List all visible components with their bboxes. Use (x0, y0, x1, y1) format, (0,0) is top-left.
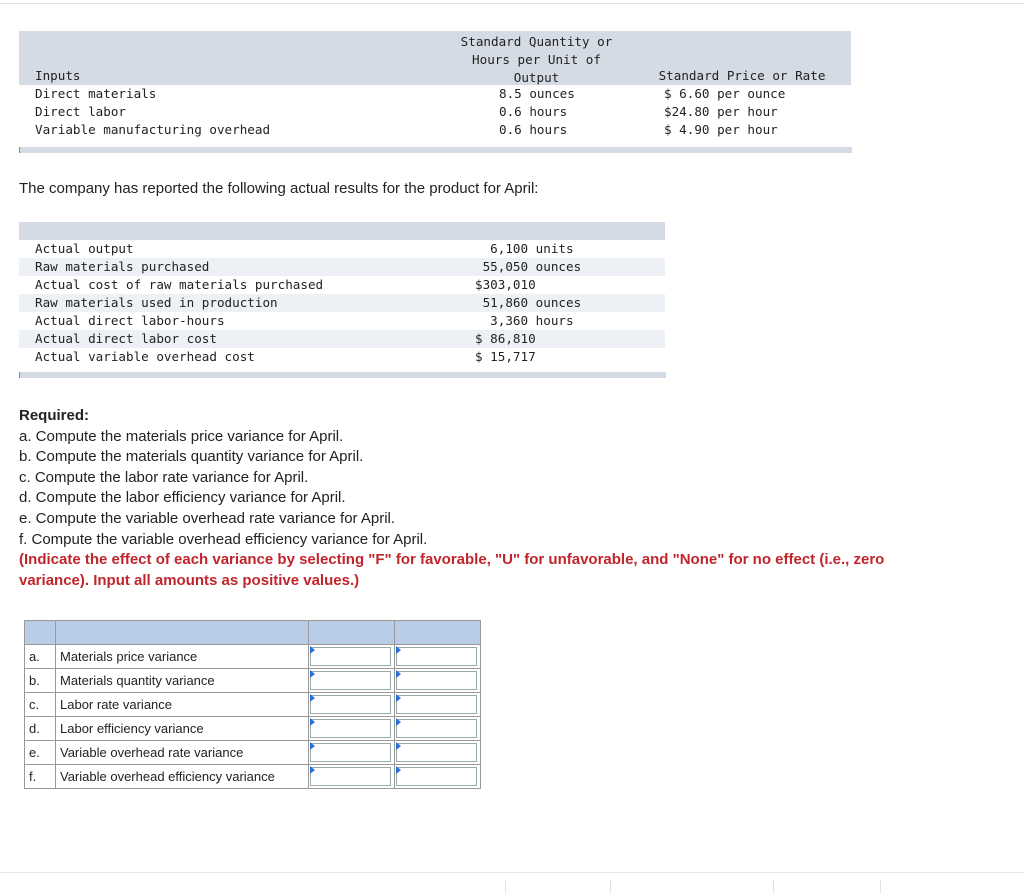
amount-input[interactable] (310, 719, 391, 738)
standards-table-footer (19, 147, 852, 153)
required-item: f. Compute the variable overhead efficiency variance for April. (19, 530, 428, 548)
answer-grid (24, 620, 481, 789)
input-marker-icon (310, 694, 315, 702)
answer-row (25, 693, 481, 717)
actual-row: Actual direct labor cost $ 86,810 (19, 330, 665, 348)
input-marker-icon (310, 742, 315, 750)
row-label: Labor rate variance (56, 693, 309, 717)
bottom-divider (0, 872, 1024, 873)
standards-table (19, 31, 851, 139)
instruction-line: (Indicate the effect of each variance by selecting "F" for favorable, "U" for unfavorable, and "None" for no effect (i.e., zero (19, 551, 885, 569)
actual-results-table (19, 222, 665, 366)
actual-row: Actual cost of raw materials purchased $303,010 (35, 277, 536, 292)
actual-row: Raw materials used in production 51,860 ounces (19, 294, 665, 312)
actual-row: Actual variable overhead cost $ 15,717 (35, 349, 536, 364)
top-divider (0, 3, 1024, 4)
required-item: e. Compute the variable overhead rate variance for April. (19, 509, 396, 527)
standards-row: Direct labor 0.6 hours $24.80 per hour (35, 104, 778, 119)
answer-row (25, 717, 481, 741)
required-title: Required: (19, 407, 90, 424)
required-item: a. Compute the materials price variance for April. (19, 427, 344, 445)
required-item: d. Compute the labor efficiency variance for April. (19, 489, 346, 507)
row-letter: d. (25, 717, 56, 741)
standard-price-header: Standard Price or Rate (658, 68, 826, 83)
amount-input[interactable] (310, 671, 391, 690)
row-letter: e. (25, 741, 56, 765)
required-section (19, 406, 884, 591)
required-item: b. Compute the materials quantity variance for April. (19, 448, 364, 466)
input-marker-icon (310, 670, 315, 678)
input-marker-icon (310, 718, 315, 726)
intro-text: The company has reported the following actual results for the product for April: (19, 180, 539, 197)
row-label: Variable overhead rate variance (56, 741, 309, 765)
answer-row (25, 669, 481, 693)
footer-divider (610, 880, 611, 893)
amount-input[interactable] (310, 695, 391, 714)
actual-table-footer (19, 372, 666, 378)
row-label: Variable overhead efficiency variance (56, 765, 309, 789)
standards-header (19, 31, 851, 85)
footer-divider (880, 880, 881, 893)
answer-row (25, 741, 481, 765)
row-letter: c. (25, 693, 56, 717)
effect-input[interactable] (396, 695, 477, 714)
actual-row: Actual output 6,100 units (35, 241, 574, 256)
effect-input[interactable] (396, 671, 477, 690)
amount-input[interactable] (310, 743, 391, 762)
effect-input[interactable] (396, 743, 477, 762)
row-letter: f. (25, 765, 56, 789)
answer-row (25, 645, 481, 669)
standards-row: Variable manufacturing overhead 0.6 hours $ 4.90 per hour (35, 122, 778, 137)
actual-results-header (19, 222, 665, 240)
input-marker-icon (396, 742, 401, 750)
input-marker-icon (396, 718, 401, 726)
input-marker-icon (310, 766, 315, 774)
effect-input[interactable] (396, 719, 477, 738)
effect-input[interactable] (396, 767, 477, 786)
answer-row (25, 765, 481, 789)
standard-quantity-header: Standard Quantity or Hours per Unit of Output (460, 34, 613, 85)
effect-input[interactable] (396, 647, 477, 666)
row-label: Materials price variance (56, 645, 309, 669)
footer-divider (773, 880, 774, 893)
amount-input[interactable] (310, 647, 391, 666)
input-marker-icon (396, 646, 401, 654)
instruction-line: variance). Input all amounts as positive values.) (19, 571, 360, 589)
input-marker-icon (310, 646, 315, 654)
input-marker-icon (396, 766, 401, 774)
input-marker-icon (396, 694, 401, 702)
row-letter: a. (25, 645, 56, 669)
row-letter: b. (25, 669, 56, 693)
amount-input[interactable] (310, 767, 391, 786)
actual-row: Raw materials purchased 55,050 ounces (19, 258, 665, 276)
standards-row: Direct materials 8.5 ounces $ 6.60 per ounce (35, 86, 786, 101)
footer-divider (505, 880, 506, 893)
answer-grid-header (25, 621, 481, 645)
inputs-header: Inputs (35, 68, 81, 83)
required-item: c. Compute the labor rate variance for April. (19, 468, 309, 486)
row-label: Labor efficiency variance (56, 717, 309, 741)
actual-row: Actual direct labor-hours 3,360 hours (35, 313, 574, 328)
row-label: Materials quantity variance (56, 669, 309, 693)
input-marker-icon (396, 670, 401, 678)
